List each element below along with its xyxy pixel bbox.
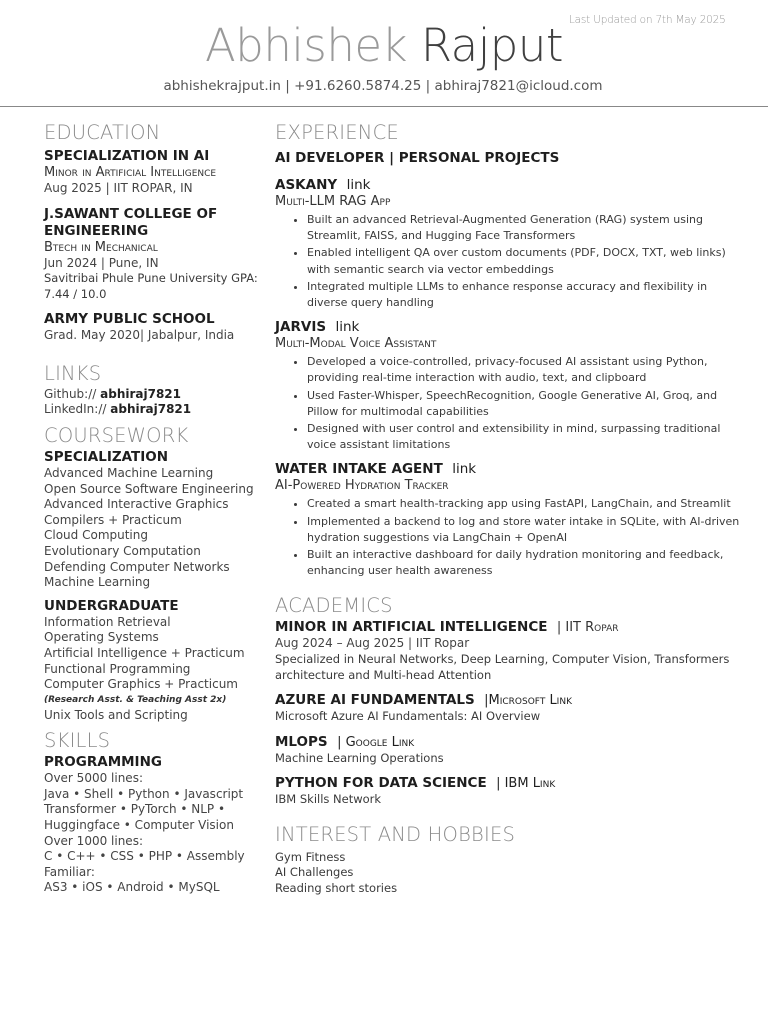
- separator: |: [425, 78, 431, 94]
- education-detail: Savitribai Phule Pune University GPA: 7.44 / 10.0: [44, 271, 258, 301]
- right-column: [275, 120, 745, 896]
- school-name: ARMY PUBLIC SCHOOL: [44, 311, 215, 328]
- course-item: Computer Graphics + Practicum: [44, 677, 238, 692]
- academic-desc: Machine Learning Operations: [275, 750, 444, 765]
- github-link-row: [44, 387, 266, 403]
- bullet-item: • Enabled intelligent QA over custom documents (PDF, DOCX, TXT, web links) with semantic search via vector embeddings: [307, 245, 745, 277]
- academic-entry: [275, 775, 745, 808]
- skill-label: Over 1000 lines:: [44, 833, 143, 848]
- course-item: Unix Tools and Scripting: [44, 707, 188, 722]
- education-entry: [44, 148, 266, 197]
- bullet-item: • Integrated multiple LLMs to enhance response accuracy and flexibility in diverse query handling: [307, 279, 745, 311]
- degree: Minor in Artificial Intelligence: [44, 165, 217, 180]
- interest-item: Gym Fitness: [275, 849, 346, 864]
- contact-line: [0, 78, 766, 94]
- project-name: JARVIS: [275, 319, 327, 336]
- academic-name: MINOR IN ARTIFICIAL INTELLIGENCE: [275, 619, 548, 636]
- academic-link[interactable]: | IBM Link: [496, 776, 556, 792]
- course-item: Open Source Software Engineering: [44, 481, 254, 496]
- bullet-item: • Designed with user control and extensibility in mind, surpassing traditional voice assistant limitations: [307, 421, 745, 453]
- project-link[interactable]: link: [452, 461, 477, 478]
- course-item: Artificial Intelligence + Practicum: [44, 645, 245, 660]
- email-link[interactable]: abhiraj7821@icloud.com: [434, 78, 603, 94]
- first-name: Abhishek: [205, 19, 408, 72]
- project-subtitle: Multi-Modal Voice Assistant: [275, 336, 437, 352]
- github-link[interactable]: abhiraj7821: [100, 386, 181, 401]
- experience-heading: EXPERIENCE: [275, 121, 399, 144]
- course-item: Advanced Interactive Graphics: [44, 497, 229, 512]
- project-link[interactable]: link: [346, 177, 371, 193]
- linkedin-link[interactable]: abhiraj7821: [110, 402, 192, 417]
- academic-name: PYTHON FOR DATA SCIENCE: [275, 775, 487, 792]
- bullet-item: • Implemented a backend to log and store water intake in SQLite, with AI-driven hydration suggestions via LangChain + OpenAI: [307, 514, 745, 546]
- skills-heading: SKILLS: [44, 729, 111, 753]
- specialization-heading: SPECIALIZATION: [44, 448, 169, 465]
- course-item: Defending Computer Networks: [44, 559, 230, 574]
- academic-desc: Specialized in Neural Networks, Deep Learning, Computer Vision, Transformers architecture and Multi-head Attention: [275, 652, 730, 682]
- bullet-item: • Created a smart health-tracking app using FastAPI, LangChain, and Streamlit: [307, 496, 745, 512]
- project-entry: [275, 461, 745, 579]
- project-bullets: [275, 212, 745, 311]
- course-item: Functional Programming: [44, 661, 191, 676]
- skill-line: C • C++ • CSS • PHP • Assembly: [44, 849, 245, 864]
- course-item: Cloud Computing: [44, 528, 148, 543]
- phone-number: +91.6260.5874.25: [294, 78, 422, 94]
- academic-link[interactable]: | Google Link: [337, 734, 415, 750]
- coursework-heading: COURSEWORK: [44, 423, 189, 447]
- course-item: Compilers + Practicum: [44, 512, 182, 527]
- education-heading: EDUCATION: [44, 121, 161, 144]
- education-date: Grad. May 2020| Jabalpur, India: [44, 328, 235, 343]
- academic-link[interactable]: |Microsoft Link: [484, 693, 572, 709]
- separator: |: [285, 78, 290, 94]
- skill-label: Familiar:: [44, 864, 95, 879]
- programming-heading: PROGRAMMING: [44, 754, 162, 771]
- bullet-item: • Built an interactive dashboard for daily hydration monitoring and feedback, enhancing user health awareness: [307, 547, 745, 579]
- left-column: [44, 120, 266, 896]
- bullet-item: • Built an advanced Retrieval-Augmented Generation (RAG) system using Streamlit, FAISS, and Hugging Face Transformers: [307, 212, 745, 244]
- academic-entry: [275, 734, 745, 767]
- education-entry: [44, 311, 266, 344]
- academic-desc: Microsoft Azure AI Fundamentals: AI Overview: [275, 709, 541, 724]
- education-date: Jun 2024 | Pune, IN: [44, 255, 159, 270]
- interest-item: Reading short stories: [275, 880, 398, 895]
- project-subtitle: Multi-LLM RAG App: [275, 194, 391, 209]
- linkedin-link-row: [44, 402, 266, 418]
- skill-line: Transformer • PyTorch • NLP •: [44, 802, 226, 817]
- course-item: Advanced Machine Learning: [44, 465, 214, 480]
- academic-institution: | IIT Ropar: [556, 620, 619, 636]
- course-item: Operating Systems: [44, 630, 159, 645]
- bullet-item: • Used Faster-Whisper, SpeechRecognition, Google Generative AI, Groq, and Pillow for multimodal capabilities: [307, 388, 745, 420]
- skill-label: Over 5000 lines:: [44, 771, 143, 786]
- academic-desc: IBM Skills Network: [275, 792, 382, 807]
- course-note: (Research Asst. & Teaching Asst 2x): [44, 694, 227, 705]
- job-title: AI DEVELOPER | PERSONAL PROJECTS: [275, 150, 560, 166]
- academic-name: AZURE AI FUNDAMENTALS: [275, 692, 475, 709]
- links-heading: LINKS: [44, 361, 102, 385]
- academic-date: Aug 2024 – Aug 2025 | IIT Ropar: [275, 636, 470, 651]
- website-link[interactable]: abhishekrajput.in: [163, 78, 281, 94]
- project-bullets: [275, 354, 745, 453]
- project-name: ASKANY: [275, 177, 338, 193]
- degree: Btech in Mechanical: [44, 239, 158, 255]
- last-name: Rajput: [420, 19, 563, 72]
- school-name: J.SAWANT COLLEGE OF ENGINEERING: [44, 205, 218, 239]
- page-title: [0, 18, 768, 74]
- project-name: WATER INTAKE AGENT: [275, 461, 443, 478]
- academics-heading: ACADEMICS: [275, 594, 393, 618]
- academic-name: MLOPS: [275, 733, 328, 750]
- project-link[interactable]: link: [335, 319, 360, 336]
- interest-item: AI Challenges: [275, 865, 354, 880]
- project-bullets: [275, 496, 745, 579]
- bullet-item: • Developed a voice-controlled, privacy-focused AI assistant using Python, providing real-time interaction with audio, text, and clipboard: [307, 354, 745, 386]
- course-item: Machine Learning: [44, 575, 151, 590]
- course-item: Evolutionary Computation: [44, 543, 201, 558]
- education-entry: [44, 206, 266, 303]
- skill-line: Huggingface • Computer Vision: [44, 818, 234, 833]
- interests-heading: INTEREST AND HOBBIES: [275, 822, 516, 846]
- education-date: Aug 2025 | IIT ROPAR, IN: [44, 181, 193, 195]
- academic-entry: [275, 692, 745, 725]
- linkedin-prefix: LinkedIn://: [44, 402, 107, 417]
- project-entry: [275, 177, 745, 311]
- course-item: Information Retrieval: [44, 614, 171, 629]
- project-entry: [275, 319, 745, 453]
- last-updated: Last Updated on 7th May 2025: [569, 14, 726, 26]
- skill-line: AS3 • iOS • Android • MySQL: [44, 880, 220, 895]
- undergraduate-heading: UNDERGRADUATE: [44, 597, 179, 614]
- header-divider: [0, 106, 768, 107]
- academic-entry: [275, 619, 745, 683]
- github-prefix: Github://: [44, 386, 97, 401]
- skill-line: Java • Shell • Python • Javascript: [44, 786, 244, 801]
- project-subtitle: AI-Powered Hydration Tracker: [275, 478, 449, 494]
- school-name: SPECIALIZATION IN AI: [44, 148, 210, 164]
